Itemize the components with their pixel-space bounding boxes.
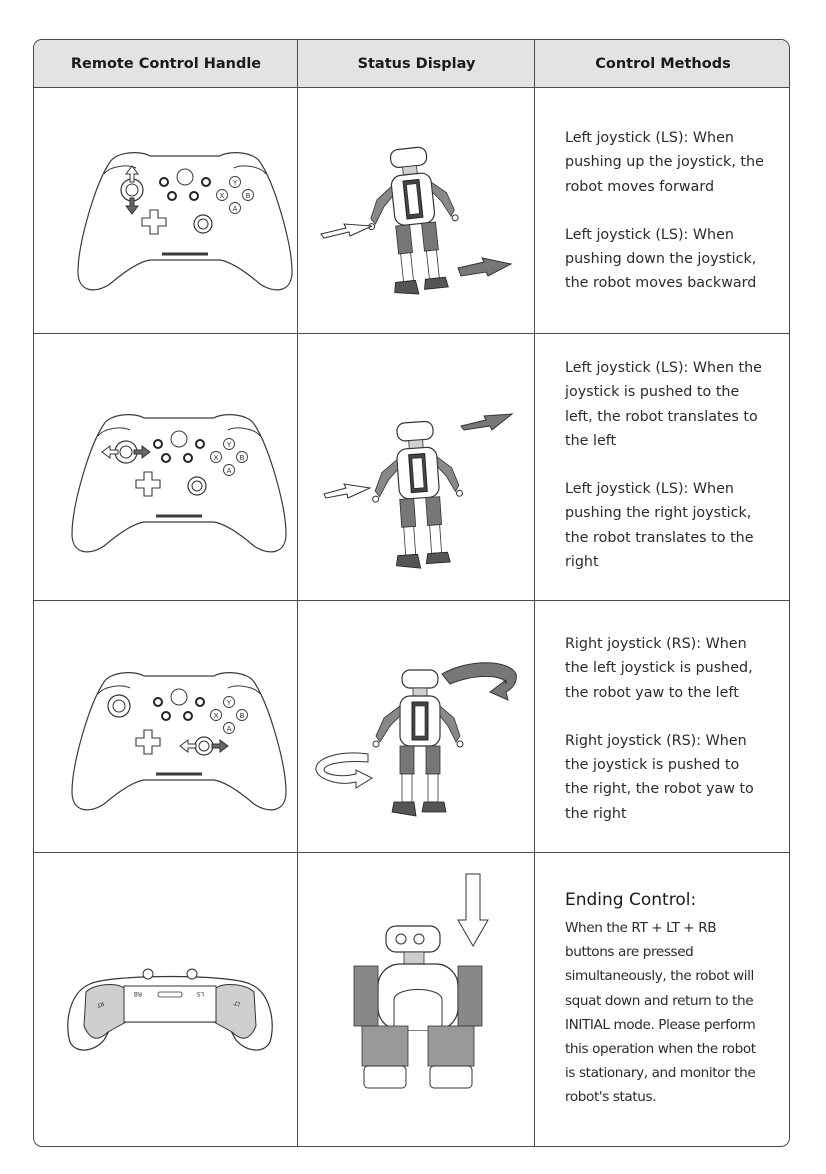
row-1-methods [565, 126, 765, 296]
trigger-label-rb: RB [133, 990, 142, 997]
row-4-methods [565, 888, 765, 1109]
header-status-display: Status Display [357, 55, 476, 72]
row-3-methods [565, 632, 765, 826]
header-remote-control-handle: Remote Control Handle [70, 55, 262, 72]
row-2-methods [565, 356, 765, 574]
method-translate-right: Left joystick (LS): When pushing the right joystick, the robot translates to the right [565, 481, 754, 571]
method-yaw-right: Right joystick (RS): When the joystick is pushed to the right, the robot yaw to the right [565, 732, 754, 822]
method-yaw-left: Right joystick (RS): When the left joystick is pushed, the robot yaw to the left [565, 636, 753, 701]
ending-control-body: When the RT + LT + RB buttons are pressed simultaneously, the robot will squat down and return to the INITIAL mode. Please perform this operation when the robot is stationary, and monitor the robot's status. [565, 920, 756, 1105]
robot-yaw-rotation-icon [310, 646, 520, 826]
trigger-label-lt: LT [233, 998, 242, 1008]
column-divider [534, 40, 535, 1146]
robot-walking-forward-backward-icon [316, 132, 516, 312]
controls-table [33, 39, 790, 1147]
method-translate-left: Left joystick (LS): When the joystick is pushed to the left, the robot translates to the left [565, 360, 762, 449]
gamepad-right-joystick-left-right-icon [64, 664, 294, 824]
robot-translating-sideways-icon [316, 398, 516, 578]
trigger-label-ls: LS [196, 990, 204, 997]
method-forward: Left joystick (LS): When pushing up the joystick, the robot moves forward [565, 130, 764, 195]
gamepad-left-joystick-left-right-icon [64, 406, 294, 566]
trigger-label-rt: RT [95, 999, 105, 1009]
gamepad-shoulder-buttons-icon [50, 952, 290, 1062]
robot-squat-down-icon [334, 870, 514, 1096]
row-divider [34, 333, 789, 334]
method-backward: Left joystick (LS): When pushing down the joystick, the robot moves backward [565, 226, 757, 292]
header-control-methods: Control Methods [595, 55, 731, 72]
gamepad-left-joystick-up-down-icon [70, 144, 300, 304]
row-divider [34, 600, 789, 601]
row-divider [34, 852, 789, 853]
table-header [34, 40, 789, 88]
ending-control-title: Ending Control: [565, 890, 697, 910]
